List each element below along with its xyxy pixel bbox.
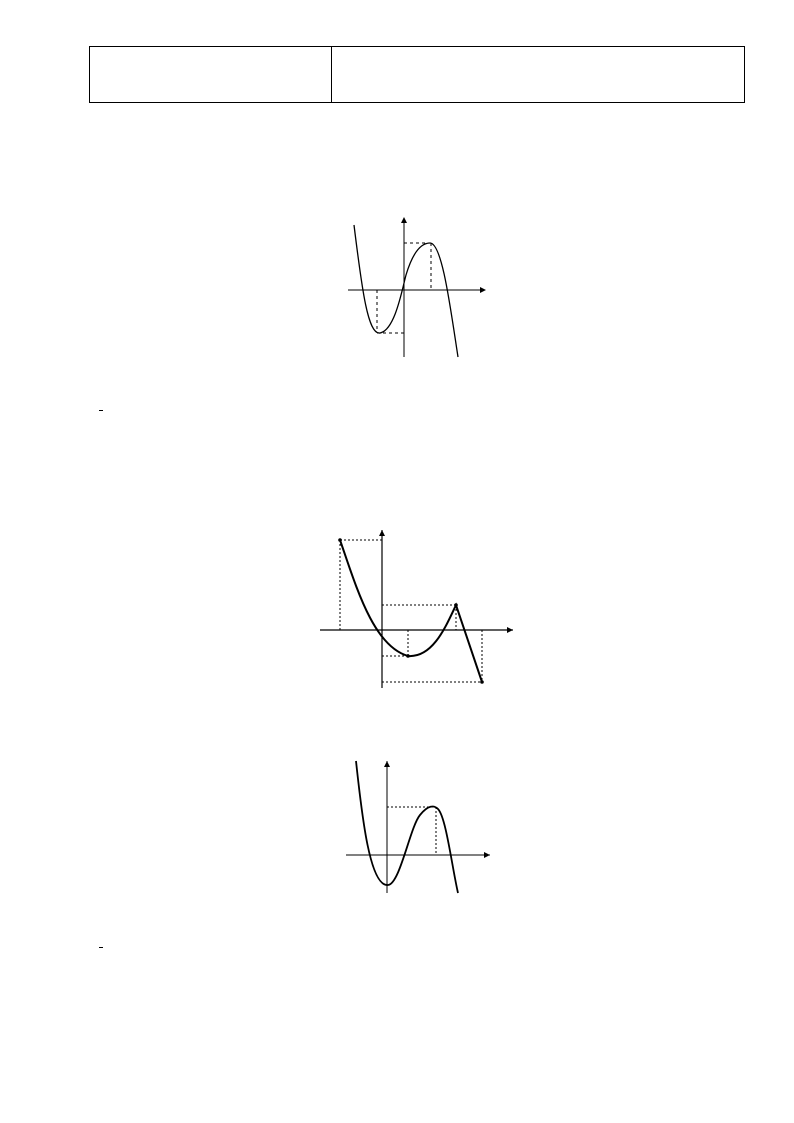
q3-graph bbox=[318, 526, 518, 690]
q1-graph bbox=[340, 215, 490, 360]
q3-curve bbox=[340, 540, 482, 682]
header-right-cell bbox=[332, 47, 745, 103]
q2-fraction bbox=[99, 410, 103, 411]
header-left-cell bbox=[90, 47, 332, 103]
q4-curve bbox=[356, 761, 458, 893]
q4-graph bbox=[340, 757, 500, 895]
question-5 bbox=[96, 926, 106, 968]
q5-fraction bbox=[99, 947, 103, 948]
q1-curve bbox=[354, 225, 458, 357]
exam-header bbox=[89, 46, 745, 103]
question-2 bbox=[96, 390, 106, 430]
